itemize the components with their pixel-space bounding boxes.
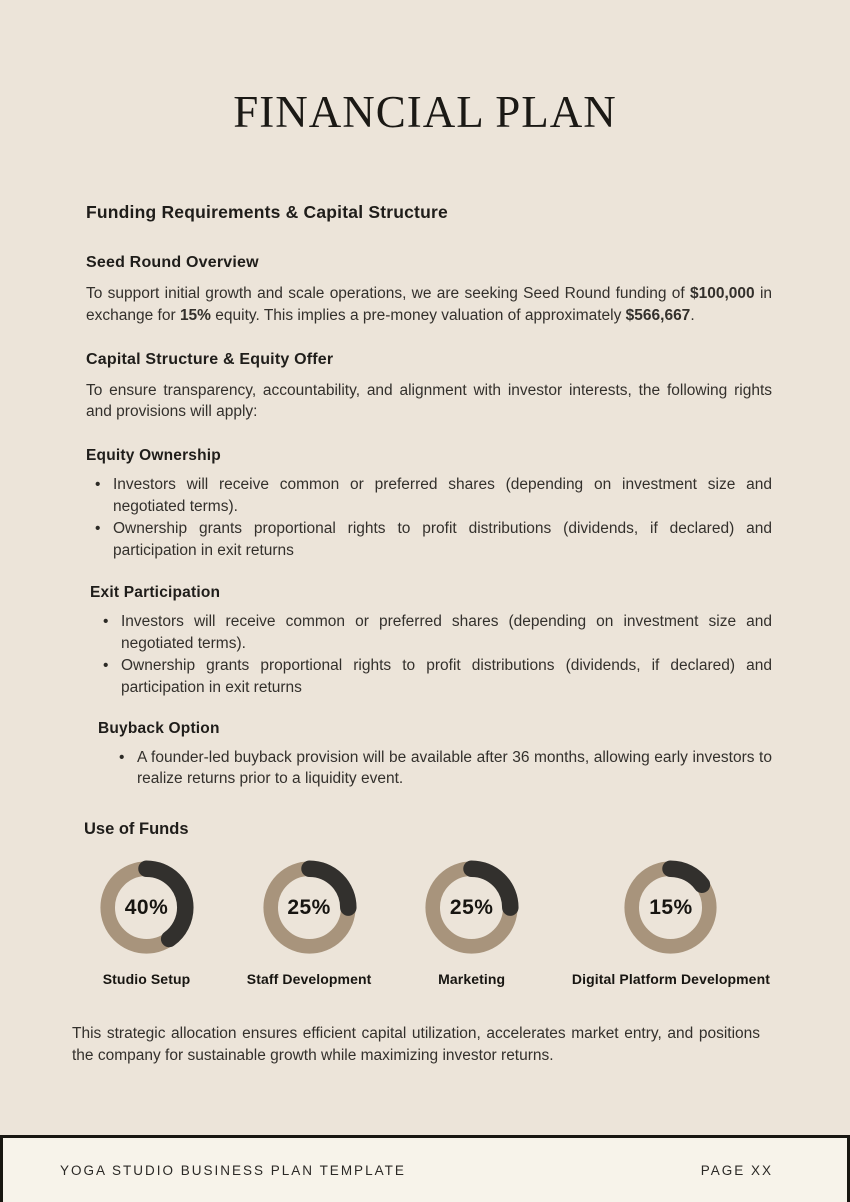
donut-category-label: Digital Platform Development bbox=[571, 971, 770, 988]
donut-chart bbox=[247, 859, 372, 987]
equity-ownership-list bbox=[86, 474, 772, 561]
donut-chart bbox=[572, 859, 770, 987]
section-heading-funding-requirements: Funding Requirements & Capital Structure bbox=[86, 202, 448, 222]
capital-structure-paragraph: To ensure transparency, accountability, and alignment with investor interests, the following rights and provisions will apply: bbox=[86, 381, 772, 421]
donut-percent-label: 25% bbox=[449, 895, 494, 919]
donut-ring bbox=[98, 859, 195, 956]
section-capital-structure bbox=[86, 351, 772, 424]
seed-round-paragraph: To support initial growth and scale operations, we are seeking Seed Round funding of $100,000 in exchange for 15% equity. This implies a pre-money valuation of approximately $566,667. bbox=[86, 285, 773, 324]
donut-percent-label: 25% bbox=[287, 895, 331, 919]
buyback-option-heading: Buyback Option bbox=[98, 719, 220, 737]
donut-ring bbox=[622, 859, 719, 956]
use-of-funds-heading: Use of Funds bbox=[84, 820, 189, 839]
list-item: • A founder-led buyback provision will be available after 36 months, allowing early investors to realize returns prior to a liquidity event. bbox=[110, 747, 772, 791]
exit-participation-list bbox=[94, 611, 772, 698]
donut-ring bbox=[423, 859, 520, 956]
list-item: • Ownership grants proportional rights to profit distributions (dividends, if declared) and participation in exit returns bbox=[86, 518, 772, 562]
section-exit-participation bbox=[90, 584, 772, 698]
page-content bbox=[0, 202, 850, 1067]
donut-ring bbox=[261, 859, 358, 956]
footer-page-number: PAGE XX bbox=[700, 1162, 773, 1178]
equity-ownership-heading: Equity Ownership bbox=[86, 447, 221, 465]
footer-document-title: YOGA STUDIO BUSINESS PLAN TEMPLATE bbox=[60, 1162, 406, 1178]
list-item: • Investors will receive common or preferred shares (depending on investment size and negotiated terms). bbox=[86, 474, 772, 518]
page-title: FINANCIAL PLAN bbox=[233, 87, 617, 137]
exit-participation-heading: Exit Participation bbox=[90, 584, 221, 602]
seed-round-heading: Seed Round Overview bbox=[86, 254, 259, 271]
donut-category-label: Staff Development bbox=[246, 971, 372, 988]
donut-percent-label: 15% bbox=[649, 895, 693, 919]
donut-category-label: Studio Setup bbox=[102, 971, 191, 988]
capital-structure-heading: Capital Structure & Equity Offer bbox=[86, 350, 334, 368]
closing-paragraph: This strategic allocation ensures efficient capital utilization, accelerates market entry, and positions the company for sustainable growth while maximizing investor returns. bbox=[72, 1025, 760, 1064]
donut-percent-label: 40% bbox=[124, 895, 169, 919]
donut-chart bbox=[98, 859, 195, 987]
list-item: • Investors will receive common or preferred shares (depending on investment size and negotiated terms). bbox=[94, 611, 772, 655]
section-buyback-option bbox=[98, 720, 772, 791]
page-footer bbox=[0, 1135, 850, 1202]
buyback-option-list bbox=[110, 747, 772, 791]
list-item: • Ownership grants proportional rights to profit distributions (dividends, if declared) and participation in exit returns bbox=[94, 655, 772, 699]
section-seed-round bbox=[86, 254, 772, 327]
donut-category-label: Marketing bbox=[438, 971, 506, 988]
donut-chart bbox=[423, 859, 520, 987]
use-of-funds-charts bbox=[86, 859, 772, 987]
section-equity-ownership bbox=[86, 447, 772, 561]
